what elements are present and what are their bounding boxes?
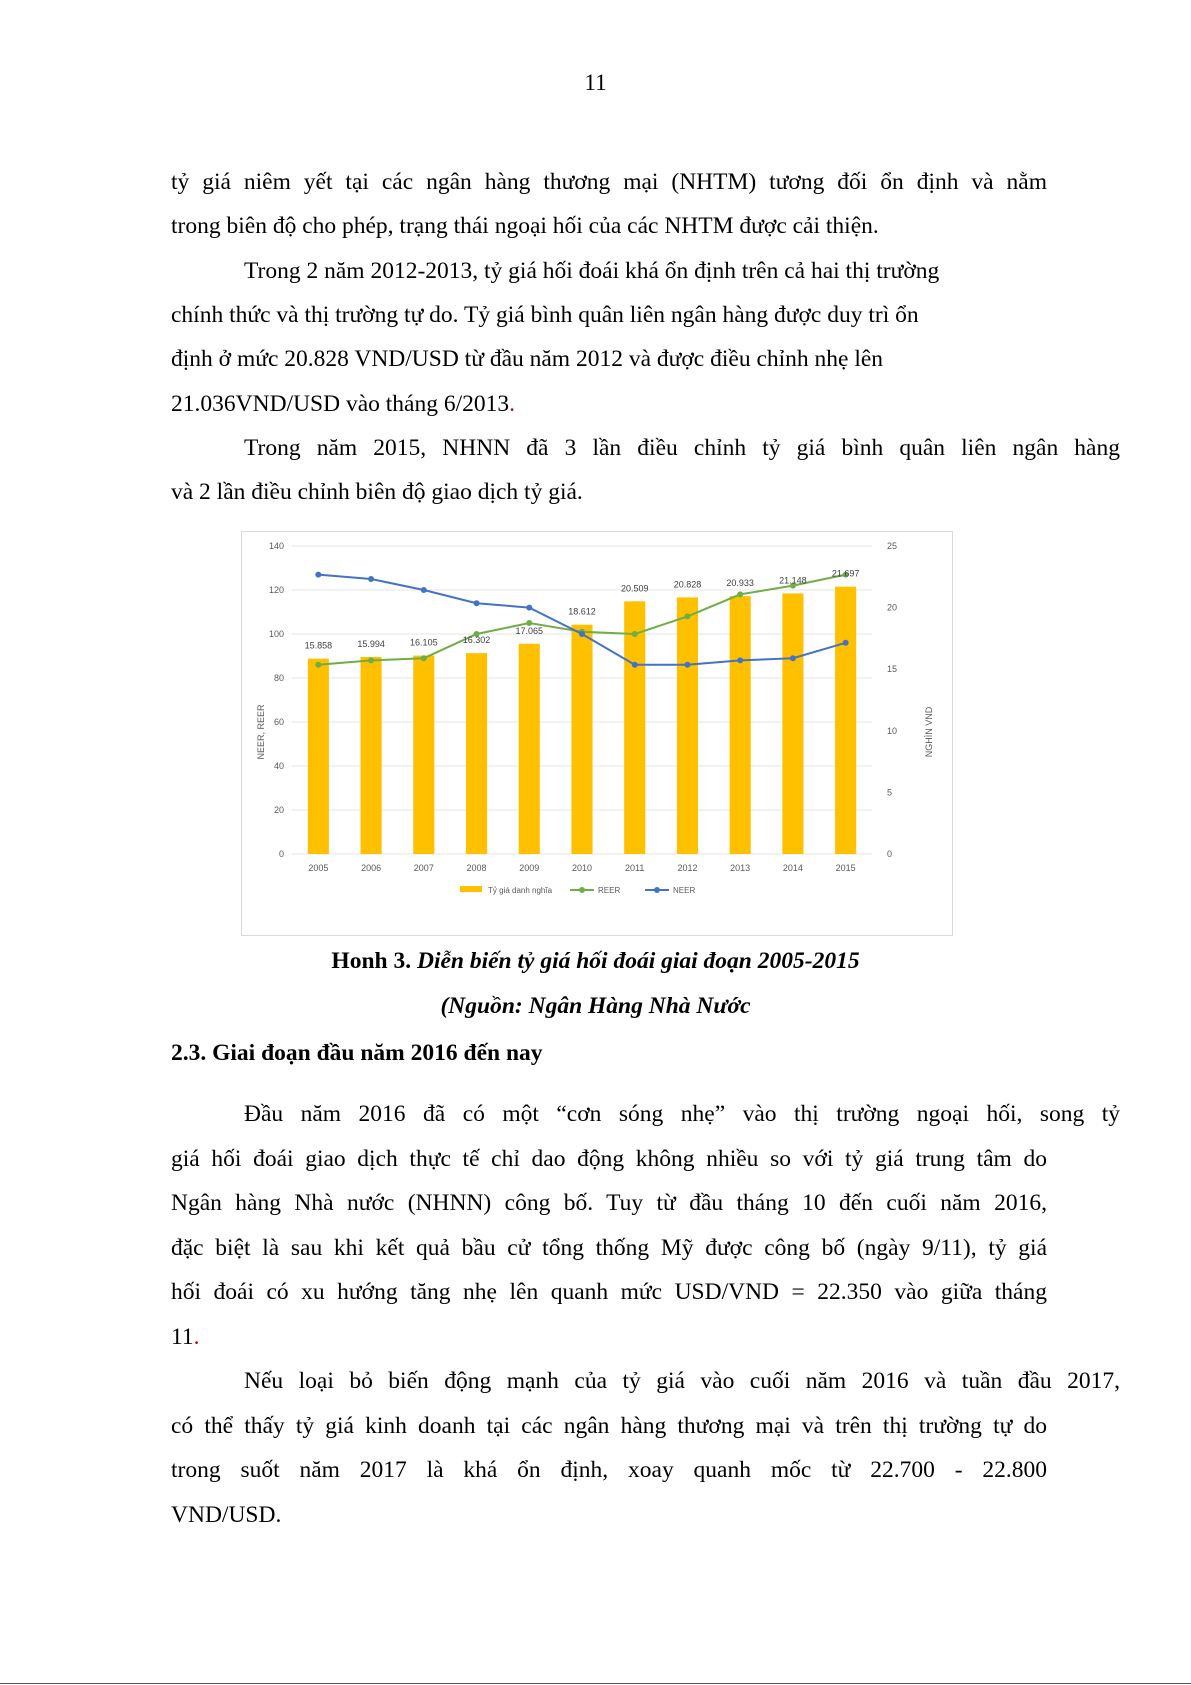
text-line: Ngân hàng Nhà nước (NHNN) công bố. Tuy từ đầu tháng 10 đến cuối năm 2016,	[171, 1190, 1047, 1216]
red-period: .	[193, 1324, 200, 1350]
bar	[361, 657, 382, 854]
paragraph-5-line-3	[171, 1448, 1047, 1493]
y-tick-label: 120	[268, 585, 284, 595]
figure-caption	[0, 948, 1191, 975]
neer-point	[315, 572, 321, 578]
bar	[519, 644, 540, 854]
reer-point	[315, 662, 321, 668]
neer-point	[790, 655, 796, 661]
x-tick-label: 2008	[466, 863, 487, 873]
text-line: 11	[171, 1324, 194, 1350]
y2-tick-label: 15	[887, 664, 898, 675]
paragraph-4	[171, 1092, 1120, 1137]
neer-point	[368, 576, 374, 582]
paragraph-2-line-2	[171, 293, 1047, 338]
reer-point	[421, 655, 427, 661]
y-tick-label: 0	[278, 849, 284, 859]
x-tick-label: 2010	[571, 863, 593, 873]
y2-tick-label: 0	[887, 849, 893, 859]
y2-tick-label: 5	[887, 787, 893, 798]
bar-data-label: 17.065	[515, 625, 544, 636]
neer-point	[632, 662, 638, 668]
bar-data-label: 21.697	[831, 568, 860, 579]
y-tick-label: 80	[273, 673, 284, 683]
neer-point	[421, 587, 427, 593]
bar-data-label: 20.509	[620, 583, 649, 594]
bar-data-label: 20.828	[673, 579, 702, 590]
legend-marker	[654, 887, 660, 893]
paragraph-4-line-2	[171, 1137, 1047, 1182]
y2-tick-label: 25	[887, 541, 898, 551]
paragraph-2-line-4	[171, 382, 1047, 427]
text-line: Trong 2 năm 2012-2013, tỷ giá hối đoái khá ổn định trên cả hai thị trường	[244, 258, 940, 284]
chart-svg	[242, 532, 952, 935]
text-line: VND/USD.	[171, 1502, 282, 1528]
y2-tick-label: 10	[887, 725, 898, 736]
y-tick-label: 100	[268, 629, 284, 639]
text-line: Nếu loại bỏ biến động mạnh của tỷ giá vào cuối năm 2016 và tuần đầu 2017,	[244, 1368, 1120, 1394]
text-line: Trong năm 2015, NHNN đã 3 lần điều chỉnh tỷ giá bình quân liên ngân hàng	[244, 435, 1120, 461]
neer-point	[579, 631, 585, 637]
text-line: hối đoái có xu hướng tăng nhẹ lên quanh mức USD/VND = 22.350 vào giữa tháng	[171, 1279, 1047, 1305]
legend-label: Tỷ giá danh nghĩa	[488, 886, 553, 895]
chart-legend	[460, 886, 695, 895]
exchange-rate-chart	[241, 531, 953, 936]
text-line: tỷ giá niêm yết tại các ngân hàng thương mại (NHTM) tương đối ổn định và nằm	[171, 169, 1047, 195]
text-line: trong suốt năm 2017 là khá ổn định, xoay quanh mốc từ 22.700 - 22.800	[171, 1457, 1047, 1483]
y-tick-label: 20	[273, 805, 284, 815]
paragraph-4-line-5	[171, 1270, 1047, 1315]
bar-data-label: 16.302	[462, 635, 491, 646]
y2-axis-label: NGHÌN VND	[924, 706, 934, 758]
y2-tick-label: 20	[887, 602, 898, 613]
paragraph-5	[171, 1359, 1120, 1404]
bar-data-label: 21.148	[779, 575, 807, 586]
bar	[466, 653, 487, 854]
text-line: 21.036VND/USD vào tháng 6/2013	[171, 391, 510, 417]
x-tick-label: 2007	[413, 863, 434, 873]
paragraph-3-end	[171, 470, 1047, 515]
y-tick-label: 60	[273, 717, 284, 727]
paragraph-4-line-3	[171, 1181, 1047, 1226]
text-line: Đầu năm 2016 đã có một “cơn sóng nhẹ” vào thị trường ngoại hối, song tỷ	[244, 1101, 1120, 1127]
caption-title: Diễn biến tỷ giá hối đoái giai đoạn 2005-2015	[416, 948, 860, 974]
neer-point	[737, 657, 743, 663]
paragraph-4-line-4	[171, 1226, 1047, 1271]
text-line: đặc biệt là sau khi kết quả bầu cử tổng thống Mỹ được công bố (ngày 9/11), tỷ giá	[171, 1235, 1047, 1261]
caption-prefix: Honh 3.	[331, 948, 412, 974]
page-number: 11	[584, 70, 607, 95]
caption-source: (Nguồn: Ngân Hàng Nhà Nước	[440, 993, 751, 1019]
paragraph-5-line-4	[171, 1493, 1047, 1538]
bar-data-label: 16.105	[410, 637, 438, 648]
bar	[571, 625, 592, 854]
text-line: có thể thấy tỷ giá kinh doanh tại các ngân hàng thương mại và trên thị trường tự do	[171, 1413, 1047, 1439]
reer-point	[737, 591, 743, 597]
paragraph-4-line-6	[171, 1315, 1047, 1360]
legend-marker	[579, 887, 585, 893]
bar	[308, 659, 329, 854]
paragraph-1	[171, 160, 1047, 205]
neer-point	[474, 600, 480, 606]
bar	[413, 656, 434, 854]
bar	[677, 597, 698, 854]
y-tick-label: 40	[273, 761, 284, 771]
x-tick-label: 2012	[677, 863, 698, 873]
text-line: trong biên độ cho phép, trạng thái ngoại hối của các NHTM được cải thiện.	[171, 213, 879, 239]
legend-swatch	[460, 886, 482, 892]
y-tick-label: 140	[268, 541, 284, 551]
reer-point	[632, 631, 638, 637]
red-period: .	[509, 391, 515, 417]
neer-point	[684, 662, 690, 668]
bar-data-label: 15.994	[357, 638, 385, 649]
x-tick-label: 2009	[519, 863, 540, 873]
paragraph-1-end	[171, 204, 1047, 249]
y-axis-label: NEER, REER	[256, 704, 266, 760]
page-bottom-rule	[0, 1683, 1191, 1684]
paragraph-2	[171, 249, 1120, 294]
text-line: giá hối đoái giao dịch thực tế chỉ dao động không nhiều so với tỷ giá trung tâm do	[171, 1146, 1047, 1172]
paragraph-5-line-2	[171, 1404, 1047, 1449]
bar-data-label: 15.858	[304, 640, 333, 651]
section-heading: 2.3. Giai đoạn đầu năm 2016 đến nay	[171, 1040, 543, 1066]
text-line: chính thức và thị trường tự do. Tỷ giá bình quân liên ngân hàng được duy trì ổn	[171, 302, 919, 328]
legend-label: REER	[598, 886, 621, 895]
x-tick-label: 2011	[625, 863, 645, 873]
x-tick-label: 2014	[782, 863, 803, 873]
bar-data-label: 20.933	[726, 578, 754, 589]
bar	[782, 593, 803, 854]
figure-source	[0, 993, 1191, 1020]
x-tick-label: 2005	[308, 863, 329, 873]
neer-point	[526, 605, 532, 611]
text-line: định ở mức 20.828 VND/USD từ đầu năm 2012 và được điều chỉnh nhẹ lên	[171, 346, 884, 372]
paragraph-3	[171, 426, 1120, 471]
text-line: và 2 lần điều chỉnh biên độ giao dịch tỷ giá.	[171, 479, 583, 505]
bar	[624, 601, 645, 854]
x-tick-label: 2015	[835, 863, 856, 873]
reer-point	[368, 657, 374, 663]
paragraph-2-line-3	[171, 337, 1047, 382]
bar-data-label: 18.612	[568, 606, 596, 617]
neer-point	[843, 640, 849, 646]
x-tick-label: 2013	[730, 863, 751, 873]
bar	[730, 596, 751, 854]
reer-point	[684, 613, 690, 619]
bar	[835, 587, 856, 854]
legend-label: NEER	[673, 886, 696, 895]
x-tick-label: 2006	[361, 863, 382, 873]
